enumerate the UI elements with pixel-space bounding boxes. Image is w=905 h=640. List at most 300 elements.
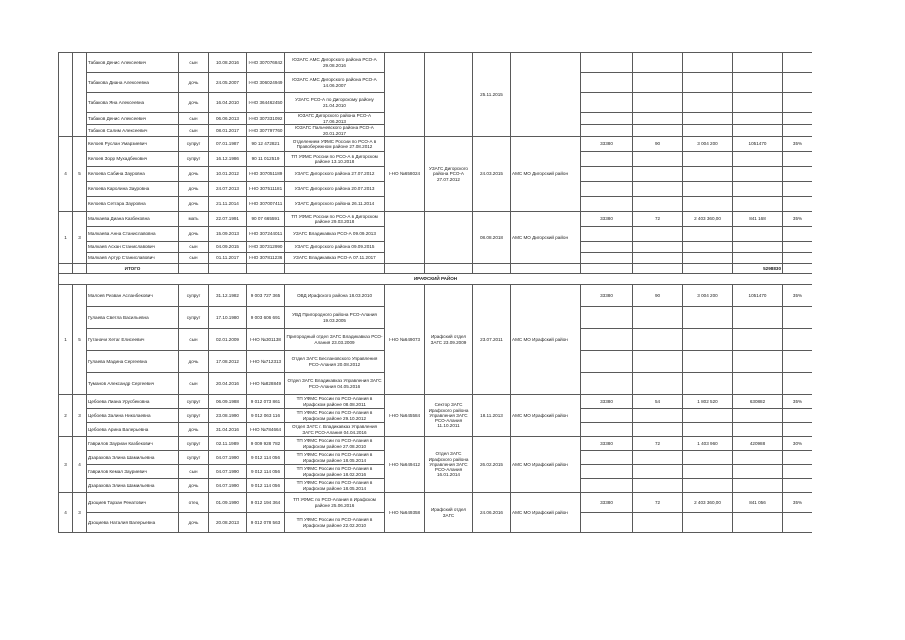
empty-cell [733,167,783,182]
empty-cell [581,423,633,437]
empty-cell [633,197,683,212]
authority-name: АМС МО Дигорский район [511,212,581,264]
empty-cell [683,451,733,465]
total-row [59,264,813,274]
person-name: Келоев Руслан Умарзиевич [87,137,179,152]
price-per-sqm: 33380 [581,437,633,451]
relation: дочь [179,167,209,182]
empty-cell [633,373,683,395]
document-number: 9 003 606 691 [247,307,285,329]
empty-cell [581,197,633,212]
price-per-sqm [581,53,633,73]
empty-cell [683,182,733,197]
subsidy-amount: 841 056 [733,493,783,513]
birth-date: 16.04.2010 [209,93,247,113]
marriage-certificate: I-НО №649412 [385,437,425,493]
person-name: Гулаева Мадина Сергеевна [87,351,179,373]
empty-cell [733,182,783,197]
empty-cell [633,93,683,113]
row-number: 4 [59,137,73,212]
person-name: Малкаева Анна Станиславовна [87,227,179,242]
relation: дочь [179,73,209,93]
person-name: Гаврилов Зауриан Казбекович [87,437,179,451]
empty-cell [783,373,813,395]
person-name: Табакова Яна Алексеевна [87,93,179,113]
document-number: I-НО 307076842 [247,53,285,73]
authority-name: АМС МО Ирафский район [511,437,581,493]
marriage-certificate: I-НО №658024 [385,137,425,212]
table-row [59,493,813,513]
authority-name: АМС МО Ирафский район [511,395,581,437]
birth-date: 17.10.1980 [209,307,247,329]
document-issued-by: ТП УФМС России по РСО-Алания в Ирафском районе 18.05.2014 [285,451,385,465]
person-name: Цебоева Арина Валерьевна [87,423,179,437]
empty-cell [683,113,733,125]
marriage-certificate: I-НО №645584 [385,395,425,437]
person-name: Дзарахова Элина Шамильевна [87,479,179,493]
birth-date: 10.08.2016 [209,53,247,73]
birth-date: 20.08.2013 [209,513,247,533]
relation: дочь [179,93,209,113]
empty-cell [783,423,813,437]
estimated-cost [683,53,733,73]
empty-cell [783,73,813,93]
empty-cell [581,167,633,182]
empty-cell [581,373,633,395]
birth-date: 22.07.1991 [209,212,247,227]
empty-cell [633,479,683,493]
document-issued-by: ТП УФМС России по РСО-А в Дигорском районе 13.10.2018 [285,152,385,167]
document-issued-by: Отделением УФМС России по РСО-А в Правобережном районе 27.08.2012 [285,137,385,152]
empty-cell [733,125,783,137]
person-name: Дзоциева Наталия Валерьевна [87,513,179,533]
relation: дочь [179,351,209,373]
document-number: I-НО №784664 [247,423,285,437]
empty-cell [783,197,813,212]
empty-cell [581,351,633,373]
document-issued-by: ЮЗАГС АМС Дигорского района РСО-А 29.08.2016 [285,53,385,73]
document-number: I-НО 364462450 [247,93,285,113]
relation: отец [179,493,209,513]
empty-cell [783,152,813,167]
document-issued-by: Отдел ЗАГС г. Владикавказ Управления ЗАГС РСО-Алания 04.04.2016 [285,423,385,437]
birth-date: 20.04.2016 [209,373,247,395]
relation: сын [179,329,209,351]
relation: супруг [179,307,209,329]
person-name: Малкаев Асхан Станиславович [87,242,179,253]
empty-cell [633,73,683,93]
family-size: 4 [73,437,87,493]
relation: дочь [179,227,209,242]
document-number: I-НО 307244011 [247,227,285,242]
empty-cell [581,329,633,351]
birth-date: 06.09.1988 [209,395,247,409]
birth-date: 08.01.2017 [209,125,247,137]
empty-cell [633,242,683,253]
relation: сын [179,253,209,264]
marriage-certificate: I-НО №649073 [385,285,425,395]
document-issued-by: ЮЗАГС Дигорского района РСО-А 17.06.2013 [285,113,385,125]
birth-date: 21.11.2014 [209,197,247,212]
document-issued-by: ТП УФМС России по РСО-А в Дигорском районе 29.03.2018 [285,212,385,227]
empty-cell [733,307,783,329]
person-name: Келоев Зорр Мухадбекович [87,152,179,167]
authority-name: АМС МО Дигорский район [511,137,581,212]
price-per-sqm: 33380 [581,285,633,307]
price-per-sqm: 33380 [581,395,633,409]
relation: супруг [179,285,209,307]
document-number: 9 012 078 563 [247,513,285,533]
relation: супруг [179,409,209,423]
relation: супруг [179,137,209,152]
total-label: ИТОГО [87,264,179,274]
person-name: Табакова Диана Алексеевна [87,73,179,93]
relation: дочь [179,423,209,437]
empty-cell [683,253,733,264]
document-issued-by: Отдел ЗАГС Владикавказ Управления ЗАГС РСО-Алания 04.05.2016 [285,373,385,395]
person-name: Цебоева Залина Николаевна [87,409,179,423]
subsidy-amount: 841 168 [733,212,783,227]
family-size: 3 [73,395,87,437]
area-norm: 90 [633,137,683,152]
empty-cell [733,152,783,167]
relation: супруг [179,152,209,167]
relation: супруг [179,437,209,451]
person-name: Дзарахова Элина Шамильевна [87,451,179,465]
document-number: 9 012 114 056 [247,465,285,479]
empty-cell [683,513,733,533]
person-name: Малоев Ризван Асланбекович [87,285,179,307]
relation: дочь [179,479,209,493]
birth-date: 17.08.2012 [209,351,247,373]
empty-cell [683,373,733,395]
registry-office [425,212,473,264]
empty-cell [581,93,633,113]
document-issued-by: ТП УФМС России по РСО-Алания в Ирафском районе 27.08.2010 [285,437,385,451]
row-number: 2 [59,395,73,437]
birth-date: 01.09.1990 [209,493,247,513]
row-number: 1 [59,212,73,264]
relation: сын [179,125,209,137]
area-norm: 72 [633,212,683,227]
empty-cell [683,167,733,182]
relation: дочь [179,197,209,212]
birth-date: 16.12.1986 [209,152,247,167]
registry-office: Ирафский отдел ЗАГС [425,493,473,533]
relation: сын [179,242,209,253]
birth-date: 04.07.1990 [209,479,247,493]
empty-cell [783,167,813,182]
empty-cell [733,227,783,242]
document-number: I-НО 306024949 [247,73,285,93]
registry-office: Сектор ЗАГС Ирафского района Управления ЗАГС РСО-Алания 11.10.2011 [425,395,473,437]
document-issued-by: УВД Пригородного района РСО-Алания 19.03.2005 [285,307,385,329]
document-issued-by: ТП УФМС по РСО-Алания в Ирафском районе 25.06.2016 [285,493,385,513]
relation: сын [179,373,209,395]
document-issued-by: ТП УФМС России по РСО-Алания в Ирафском районе 22.02.2010 [285,513,385,533]
document-issued-by: ЮЗАГС АМС Дигорского района РСО-А 14.06.2007 [285,73,385,93]
subsidy-amount: 420988 [733,437,783,451]
empty-cell [683,479,733,493]
estimated-cost: 2 403 360,00 [683,493,733,513]
table-row [59,137,813,152]
table-row [59,285,813,307]
document-number: 9 012 063 116 [247,409,285,423]
empty-cell [733,73,783,93]
family-size [73,53,87,137]
marriage-certificate [385,212,425,264]
empty-cell [783,253,813,264]
subsidy-amount: 1051470 [733,137,783,152]
row-number: 3 [59,437,73,493]
document-issued-by: УЗАГС Дигорского района 27.07.2012 [285,167,385,182]
empty-cell [783,227,813,242]
empty-cell [733,329,783,351]
empty-cell [633,227,683,242]
person-name: Цебоева Лиана Урусбековна [87,395,179,409]
subsidy-percent: 35% [783,395,813,409]
person-name: Туманов Александр Сергеевич [87,373,179,395]
relation: дочь [179,182,209,197]
area-norm: 72 [633,493,683,513]
birth-date: 15.09.2013 [209,227,247,242]
empty-cell [733,351,783,373]
empty-cell [683,242,733,253]
person-name: Келоева Каролина Зауровна [87,182,179,197]
birth-date: 06.06.2013 [209,113,247,125]
birth-date: 24.05.2007 [209,73,247,93]
document-number: I-НО №828849 [247,373,285,395]
empty-cell [633,465,683,479]
relation: супруг [179,451,209,465]
document-number: I-НО 307511181 [247,182,285,197]
document-number: 90 11 012519 [247,152,285,167]
empty-cell [581,409,633,423]
district-row [59,274,813,285]
document-issued-by: ТП УФМС России по РСО-Алания в Ирафском районе 18.05.2014 [285,479,385,493]
document-number: I-НО №712313 [247,351,285,373]
subsidy-percent: 30% [783,437,813,451]
subsidy-percent: 35% [783,212,813,227]
row-number: 4 [59,493,73,533]
empty-cell [783,307,813,329]
decision-date: 18.11.2013 [473,395,511,437]
subsidy-amount: 1051470 [733,285,783,307]
document-number: I-НО №301138 [247,329,285,351]
empty-cell [683,465,733,479]
empty-cell [683,152,733,167]
birth-date: 04.07.1990 [209,451,247,465]
person-name: Келоева Сабина Зауровна [87,167,179,182]
empty-cell [733,113,783,125]
empty-cell [581,307,633,329]
document-number: 9 012 194 364 [247,493,285,513]
registry-office [425,53,473,137]
empty-cell [633,113,683,125]
row-number [59,53,73,137]
birth-date: 04.07.1990 [209,465,247,479]
subsidy-amount [733,53,783,73]
price-per-sqm: 33380 [581,493,633,513]
document-issued-by: Пригородный отдел ЗАГС Владикавказ РСО-Алания 23.03.2009 [285,329,385,351]
decision-date: 23.07.2011 [473,285,511,395]
person-name: Малкаев Артур Станиславович [87,253,179,264]
empty-cell [783,465,813,479]
empty-cell [633,409,683,423]
relation: мать [179,212,209,227]
empty-cell [581,242,633,253]
marriage-certificate [385,53,425,137]
table-body-bottom [59,285,813,533]
document-number: 9 012 114 056 [247,479,285,493]
family-size: 5 [73,137,87,212]
family-size: 5 [73,285,87,395]
relation: дочь [179,513,209,533]
document-issued-by: УЗАГС Дигорского района 26.11.2014 [285,197,385,212]
empty-cell [733,479,783,493]
document-issued-by: ТП УФМС России по РСО-Алания в Ирафском районе 18.02.2016 [285,465,385,479]
subsidy-percent: 35% [783,285,813,307]
empty-cell [683,197,733,212]
person-name: Табаков Денис Алексеевич [87,53,179,73]
document-number: I-НО 307051189 [247,167,285,182]
authority-name: АМС МО Ирафский район [511,493,581,533]
estimated-cost: 2 403 360,00 [683,212,733,227]
birth-date: 07.01.1987 [209,137,247,152]
empty-cell [783,451,813,465]
spreadsheet-page [58,52,812,576]
empty-cell [683,125,733,137]
document-issued-by: УЗАГС Владикавказ РСО-А 07.11.2017 [285,253,385,264]
estimated-cost: 3 004 200 [683,285,733,307]
empty-cell [683,409,733,423]
decision-date: 24.03.2015 [473,137,511,212]
empty-cell [633,182,683,197]
document-number: 9 003 727 365 [247,285,285,307]
family-size: 3 [73,493,87,533]
document-number: I-НО 307811236 [247,253,285,264]
subsidy-percent: 35% [783,493,813,513]
price-per-sqm: 33380 [581,137,633,152]
person-name: Гаврилов Кемал Зауриевич [87,465,179,479]
person-name: Малкаева Диана Казбековна [87,212,179,227]
district-title: ИРАФСКИЙ РАЙОН [59,274,813,285]
empty-cell [581,113,633,125]
table-row [59,437,813,451]
total-value: 5298830 [733,264,783,274]
document-issued-by: ТП УФМС России по РСО-Алания в Ирафском районе 29.10.2012 [285,409,385,423]
empty-cell [783,182,813,197]
empty-cell [733,242,783,253]
estimated-cost: 1 403 960 [683,437,733,451]
birth-date: 23.08.1990 [209,409,247,423]
birth-date: 24.07.2013 [209,182,247,197]
empty-cell [783,329,813,351]
document-number: 9 012 114 056 [247,451,285,465]
document-issued-by: УЗАГС Дигорского района 20.07.2013 [285,182,385,197]
person-name: Табаков Салим Алексеевич [87,125,179,137]
empty-cell [581,465,633,479]
decision-date: 08.08.2018 [473,212,511,264]
area-norm [633,53,683,73]
document-number: I-НО 307797760 [247,125,285,137]
birth-date: 01.11.2017 [209,253,247,264]
empty-cell [633,253,683,264]
relation: сын [179,465,209,479]
estimated-cost: 1 802 520 [683,395,733,409]
empty-cell [733,465,783,479]
empty-cell [783,125,813,137]
empty-cell [683,423,733,437]
empty-cell [683,73,733,93]
document-issued-by: ЮЗАГС Пальчевского района РСО-А 20.01.2017 [285,125,385,137]
empty-cell [633,513,683,533]
area-norm: 90 [633,285,683,307]
relation: сын [179,113,209,125]
person-name: Гулаева Светла Васильевна [87,307,179,329]
empty-cell [783,113,813,125]
birth-date: 02.01.2009 [209,329,247,351]
empty-cell [581,253,633,264]
document-number: 9 009 928 782 [247,437,285,451]
empty-cell [581,152,633,167]
beneficiaries-table [58,52,812,533]
empty-cell [581,451,633,465]
empty-cell [581,73,633,93]
area-norm: 72 [633,437,683,451]
empty-cell [733,409,783,423]
birth-date: 31.12.1982 [209,285,247,307]
empty-cell [581,479,633,493]
empty-cell [733,451,783,465]
person-name: Гутаначи Хетаг Елисеевич [87,329,179,351]
table-row [59,53,813,73]
empty-cell [633,423,683,437]
authority-name [511,53,581,137]
document-number: 90 12 472821 [247,137,285,152]
document-issued-by: ОВД Ирафского района 18.03.2010 [285,285,385,307]
empty-cell [783,513,813,533]
decision-date: 26.02.2015 [473,437,511,493]
document-number: I-НО 307007411 [247,197,285,212]
subsidy-percent: 35% [783,137,813,152]
empty-cell [581,125,633,137]
empty-cell [581,227,633,242]
document-issued-by: ТП УФМС России по РСО-Алания в Ирафском районе 08.08.2011 [285,395,385,409]
relation: сын [179,53,209,73]
price-per-sqm: 33380 [581,212,633,227]
empty-cell [783,93,813,113]
family-size: 3 [73,212,87,264]
decision-date: 25.11.2015 [473,53,511,137]
registry-office: УЗАГС Дигорского района РСО-А 27.07.2012 [425,137,473,212]
empty-cell [783,351,813,373]
area-norm: 54 [633,395,683,409]
empty-cell [733,253,783,264]
table-row [59,212,813,227]
empty-cell [733,423,783,437]
document-issued-by: УЗАГС РСО-А по Дигорскому району 21.04.2010 [285,93,385,113]
document-issued-by: УЗАГС Владикавказ РСО-А 09.09.2013 [285,227,385,242]
empty-cell [733,93,783,113]
empty-cell [683,93,733,113]
empty-cell [783,409,813,423]
document-issued-by: Отдел ЗАГС Беслановского Управления РСО-Алания 20.08.2012 [285,351,385,373]
table-total [59,264,813,285]
person-name: Дзоциев Тарзан Ренатович [87,493,179,513]
empty-cell [783,242,813,253]
empty-cell [633,307,683,329]
